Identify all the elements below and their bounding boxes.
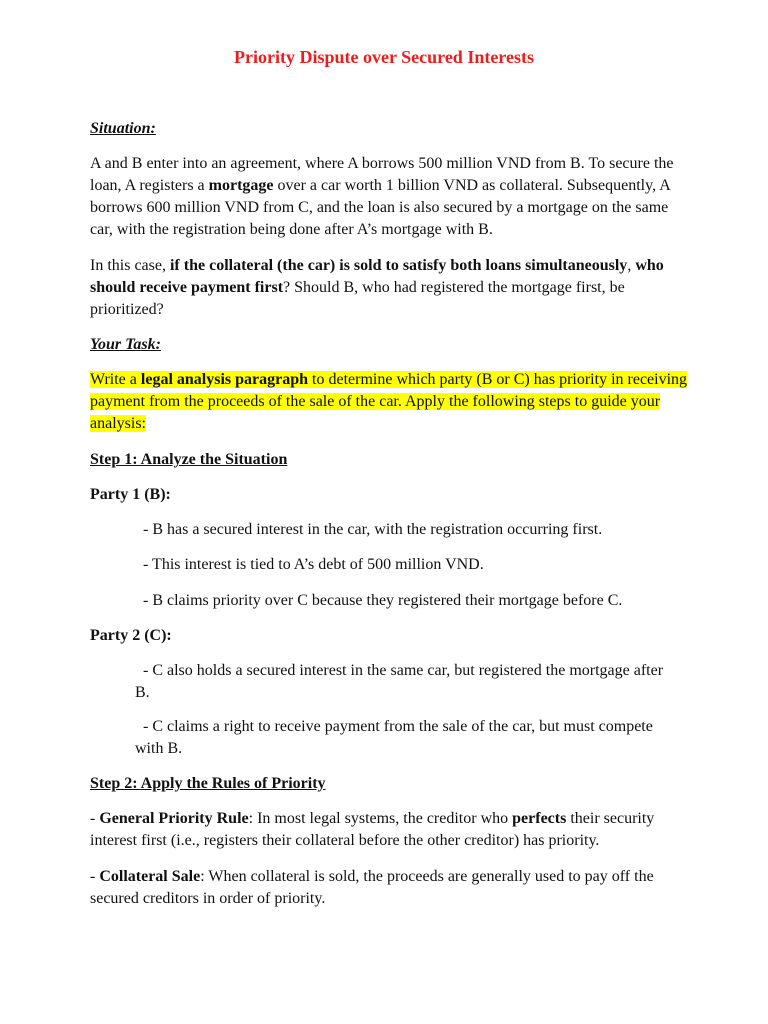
step1-heading: Step 1: Analyze the Situation (90, 451, 288, 468)
text-run: In this case, (90, 257, 170, 274)
bold-run: Collateral Sale (99, 868, 201, 885)
party1-item: - B claims priority over C because they registered their mortgage before C. (143, 592, 623, 609)
party1-label: Party 1 (B): (90, 486, 171, 503)
party2-label: Party 2 (C): (90, 627, 172, 644)
party2-item: - C claims a right to receive payment from the sale of the car, but must compete with B. (135, 718, 653, 757)
document-title: Priority Dispute over Secured Interests (234, 47, 534, 67)
bold-run: if the collateral (the car) is sold to satisfy both loans simultaneously (169, 257, 628, 274)
text-run: A and B enter into an agreement, where A borrows 500 million VND from B. To secure the loan, A registers a (90, 155, 674, 194)
text-run: their security interest first (i.e., registers their collateral before the other creditor) has priority. (90, 810, 655, 849)
highlight-run: Write a (90, 371, 141, 388)
highlight-run: to determine which party (B or C) has priority in receiving payment from the proceeds of the sale of the car. Apply the following steps to guide your analysis: (90, 371, 688, 432)
situation-paragraph-1 (90, 153, 690, 241)
step2-heading: Step 2: Apply the Rules of Priority (90, 775, 326, 792)
text-run: - (90, 810, 100, 827)
situation-paragraph-2 (90, 255, 690, 321)
rule-collateral-sale (90, 866, 690, 910)
text-run: over a car worth 1 billion VND as collateral. Subsequently, A borrows 600 million VND from C, and the loan is also secured by a mortgage on the same car, with the registration being done after A’s mortgage with B. (90, 177, 670, 238)
highlight-bold-run: legal analysis paragraph (140, 371, 309, 388)
party2-item: - C also holds a secured interest in the same car, but registered the mortgage after B. (135, 662, 664, 701)
text-run: : When collateral is sold, the proceeds are generally used to pay off the secured creditors in order of priority. (90, 868, 654, 907)
text-run: : In most legal systems, the creditor who (248, 810, 513, 827)
bold-run: who should receive payment first (90, 257, 664, 296)
text-run: ? Should B, who had registered the mortgage first, be prioritized? (90, 279, 625, 318)
text-run: - (90, 868, 100, 885)
bold-run: General Priority Rule (99, 810, 249, 827)
bold-run: mortgage (208, 177, 274, 194)
bold-run: perfects (512, 810, 567, 827)
task-heading: Your Task: (90, 336, 161, 353)
situation-heading: Situation: (90, 120, 156, 137)
party1-item: - This interest is tied to A’s debt of 500 million VND. (143, 556, 484, 573)
text-run: , (627, 257, 636, 274)
party1-item: - B has a secured interest in the car, with the registration occurring first. (143, 521, 603, 538)
task-paragraph (90, 369, 690, 435)
rule-general-priority (90, 808, 690, 852)
